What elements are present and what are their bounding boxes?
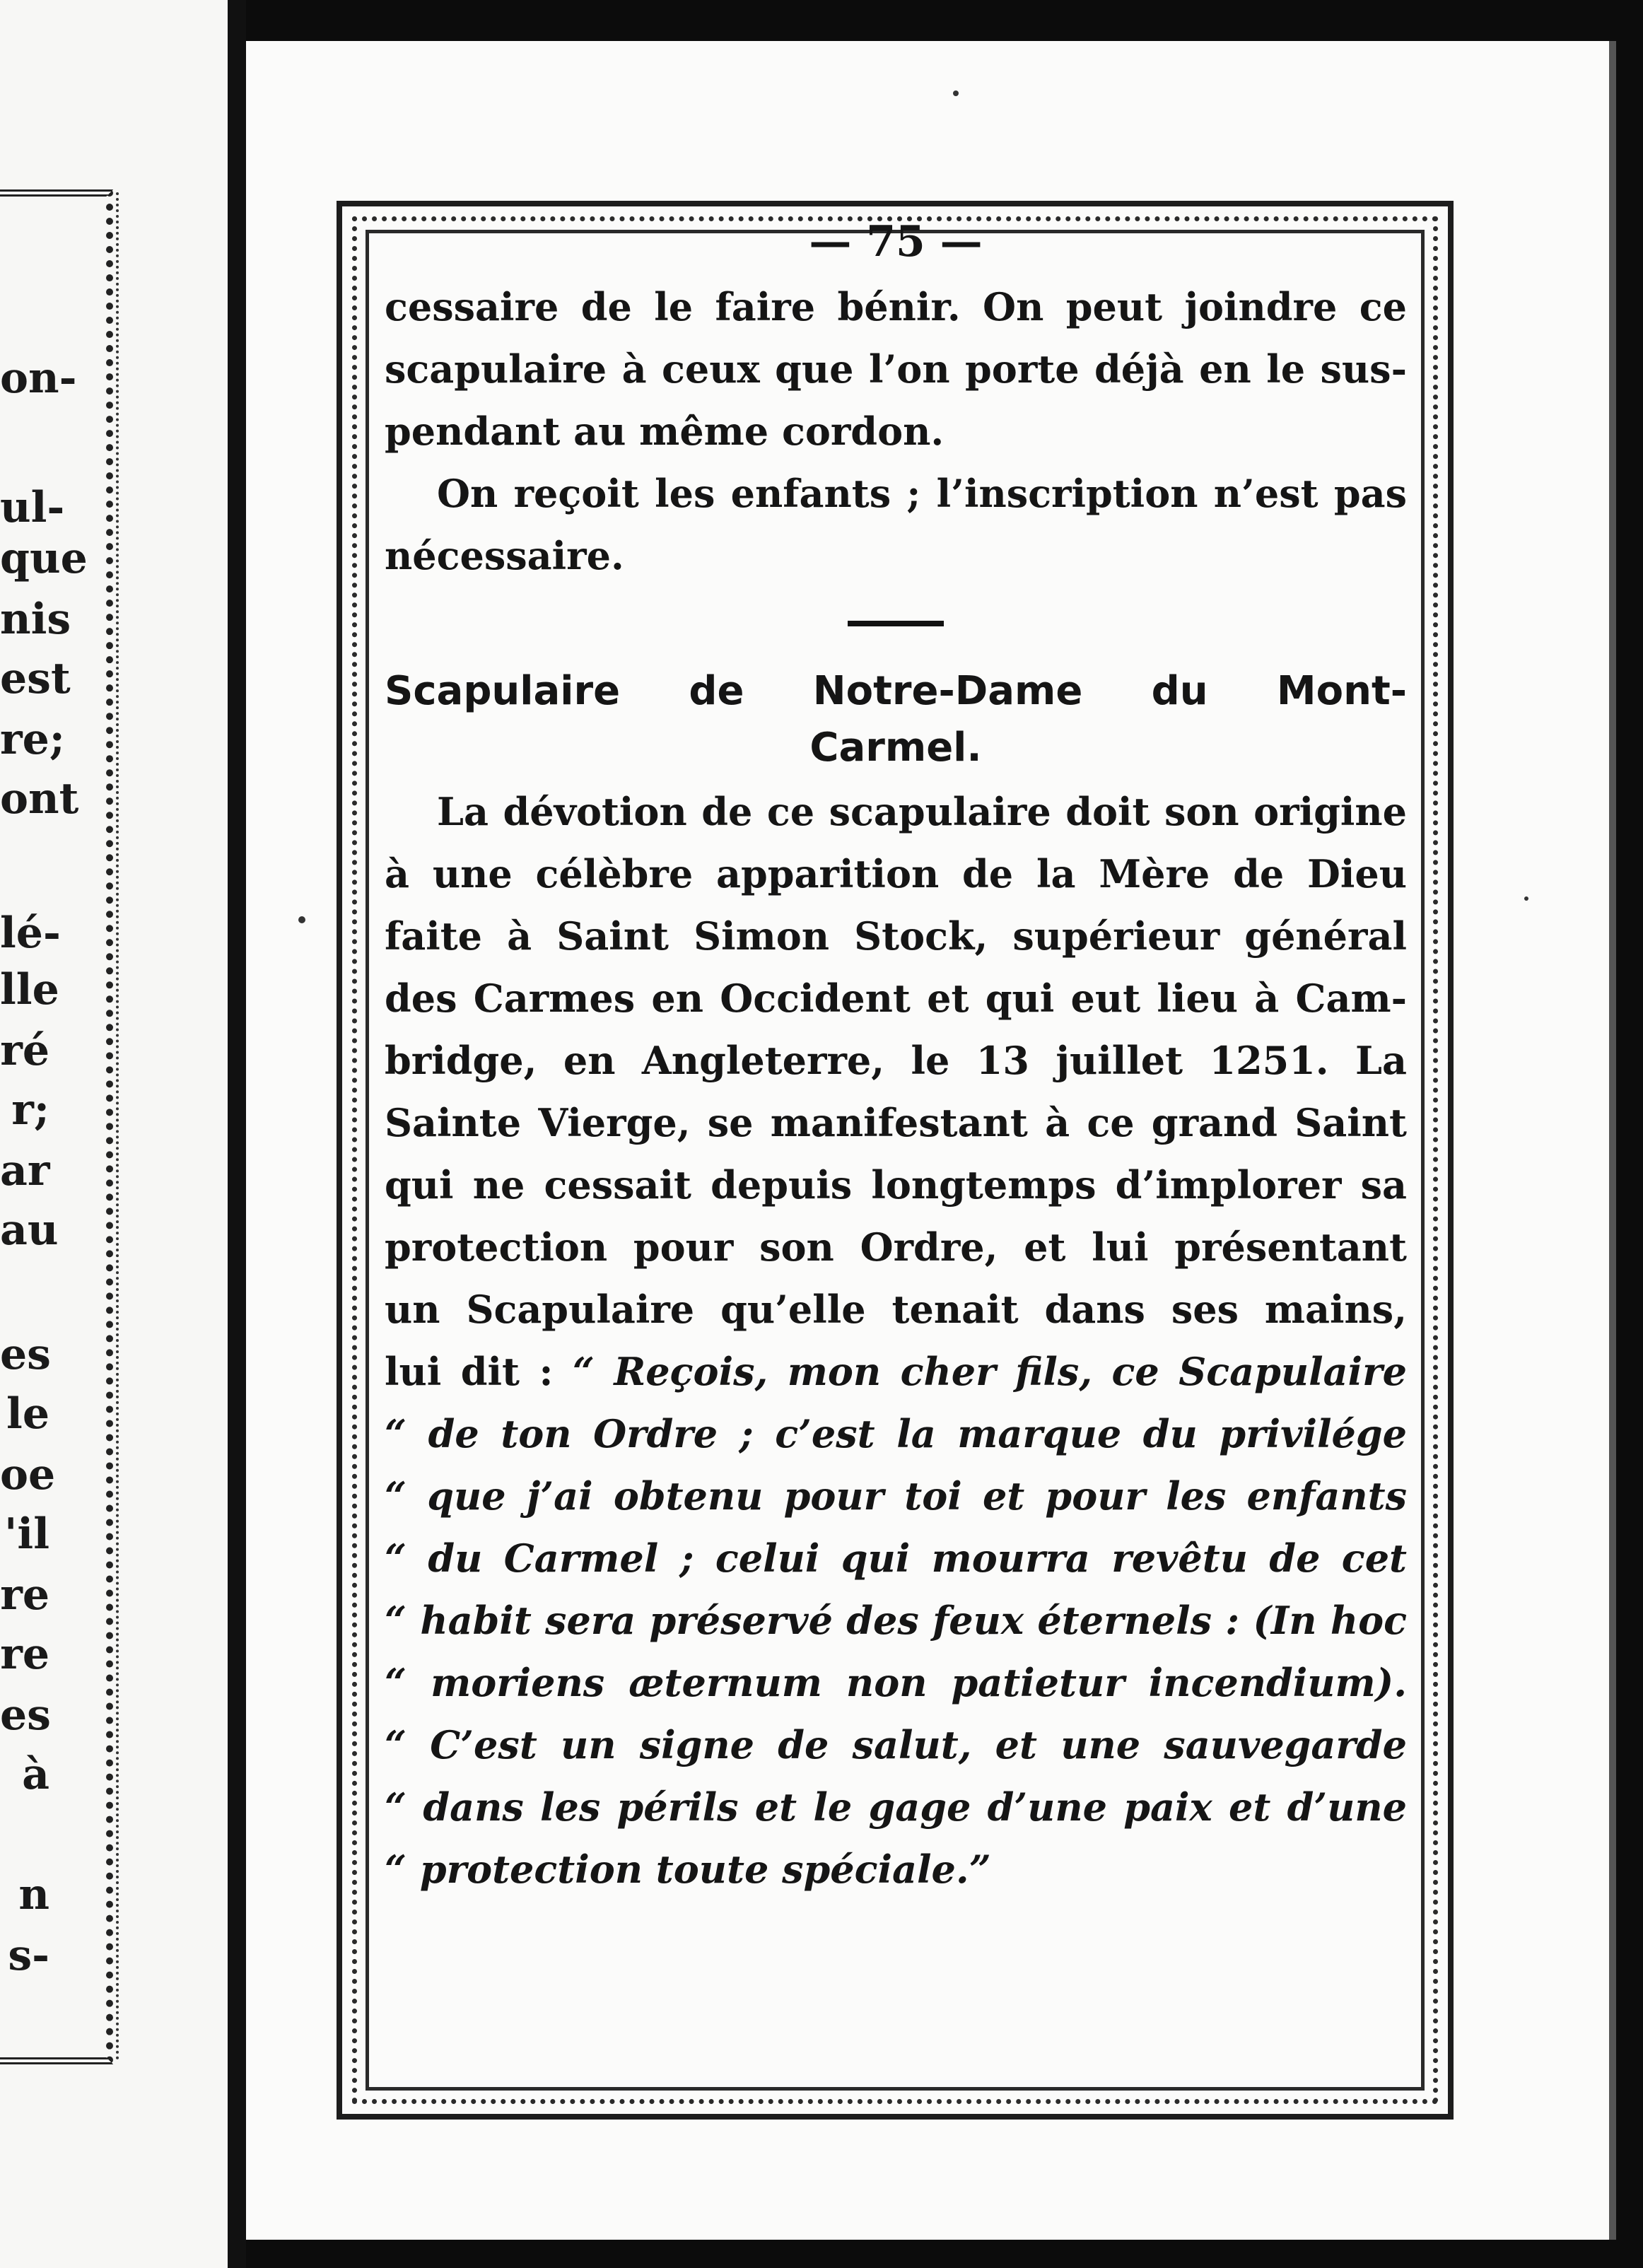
left-page-edge bbox=[0, 0, 228, 2268]
text-line: faite à Saint Simon Stock, supérieur général bbox=[385, 913, 1407, 959]
left-fragment: au bbox=[0, 1205, 59, 1255]
left-fragment: lé- bbox=[0, 908, 61, 958]
left-fragment: es bbox=[0, 1690, 51, 1740]
text-line: La dévotion de ce scapulaire doit son origine bbox=[437, 789, 1407, 834]
quote-first-line bbox=[385, 1340, 1407, 1403]
page-number: — 75 — bbox=[809, 217, 983, 267]
left-fragment: re; bbox=[0, 715, 65, 764]
quote-line: “ du Carmel ; celui qui mourra revêtu de cet bbox=[385, 1536, 1407, 1581]
left-fragment: oe bbox=[0, 1450, 56, 1500]
left-fragment: es bbox=[0, 1330, 51, 1379]
text-line: protection pour son Ordre, et lui présentant bbox=[385, 1224, 1407, 1270]
paragraph-3 bbox=[385, 781, 1407, 1900]
left-fragment: r; bbox=[11, 1085, 49, 1135]
text-line: On reçoit les enfants ; l’inscription n’est pas bbox=[437, 471, 1407, 516]
heading-line: Carmel. bbox=[809, 725, 982, 771]
left-fragment: ré bbox=[0, 1026, 49, 1075]
text-line: scapulaire à ceux que l’on porte déjà en le sus- bbox=[385, 346, 1407, 392]
left-fragment: 'il bbox=[4, 1509, 49, 1559]
quote-line: “ C’est un signe de salut, et une sauvegarde bbox=[385, 1722, 1407, 1767]
left-fragment: que bbox=[0, 534, 88, 583]
quote-line: “ que j’ai obtenu pour toi et pour les enfants bbox=[385, 1473, 1407, 1519]
right-page bbox=[246, 41, 1609, 2240]
text-line: des Carmes en Occident et qui eut lieu à Cam- bbox=[385, 976, 1407, 1021]
text-line: un Scapulaire qu’elle tenait dans ses mains, bbox=[385, 1287, 1407, 1332]
left-fragment: est bbox=[0, 654, 71, 703]
paragraph-2 bbox=[385, 462, 1407, 587]
quote-line: “ moriens æternum non patietur incendium). bbox=[385, 1660, 1407, 1705]
left-fragment: re bbox=[0, 1570, 49, 1620]
left-fragment: on- bbox=[0, 353, 77, 403]
quote-line: “ Reçois, mon cher fils, ce Scapulaire bbox=[572, 1349, 1407, 1394]
left-fragment: le bbox=[6, 1389, 49, 1439]
quote-line: “ habit sera préservé des feux éternels : (In hoc bbox=[385, 1598, 1407, 1643]
quote-line: “ de ton Ordre ; c’est la marque du privilége bbox=[385, 1411, 1407, 1456]
section-divider bbox=[848, 621, 944, 626]
page-edge-shadow bbox=[1609, 41, 1616, 2240]
text-line: Sainte Vierge, se manifestant à ce grand Saint bbox=[385, 1100, 1407, 1145]
left-fragment: ul- bbox=[0, 483, 65, 532]
section-heading bbox=[385, 663, 1407, 776]
quote-intro: lui dit : bbox=[385, 1349, 554, 1394]
paragraph-1 bbox=[385, 276, 1407, 462]
text-line: pendant au même cordon. bbox=[385, 409, 945, 454]
heading-line: Scapulaire de Notre-Dame du Mont- bbox=[385, 668, 1407, 714]
quote-line: “ protection toute spéciale.” bbox=[385, 1847, 991, 1892]
text-line: nécessaire. bbox=[385, 533, 624, 578]
book-gutter bbox=[228, 0, 246, 2268]
print-speck bbox=[953, 90, 959, 96]
left-fragment: ar bbox=[0, 1146, 50, 1196]
print-speck bbox=[298, 916, 305, 923]
left-fragment: ont bbox=[0, 774, 79, 824]
left-fragment: s- bbox=[8, 1931, 49, 1980]
left-fragment: nis bbox=[0, 595, 71, 644]
left-fragment: à bbox=[22, 1750, 49, 1799]
left-fragment: re bbox=[0, 1630, 49, 1679]
text-line: cessaire de le faire bénir. On peut joindre ce bbox=[385, 284, 1407, 329]
page-text bbox=[385, 216, 1407, 1900]
text-line: qui ne cessait depuis longtemps d’implorer sa bbox=[385, 1162, 1407, 1208]
left-fragment: lle bbox=[0, 965, 59, 1015]
text-line: bridge, en Angleterre, le 13 juillet 1251. La bbox=[385, 1038, 1407, 1083]
quote-line: “ dans les périls et le gage d’une paix et d’une bbox=[385, 1784, 1407, 1830]
left-fragment: n bbox=[18, 1870, 49, 1919]
text-line: à une célèbre apparition de la Mère de Dieu bbox=[385, 851, 1407, 896]
print-speck bbox=[1524, 896, 1528, 901]
